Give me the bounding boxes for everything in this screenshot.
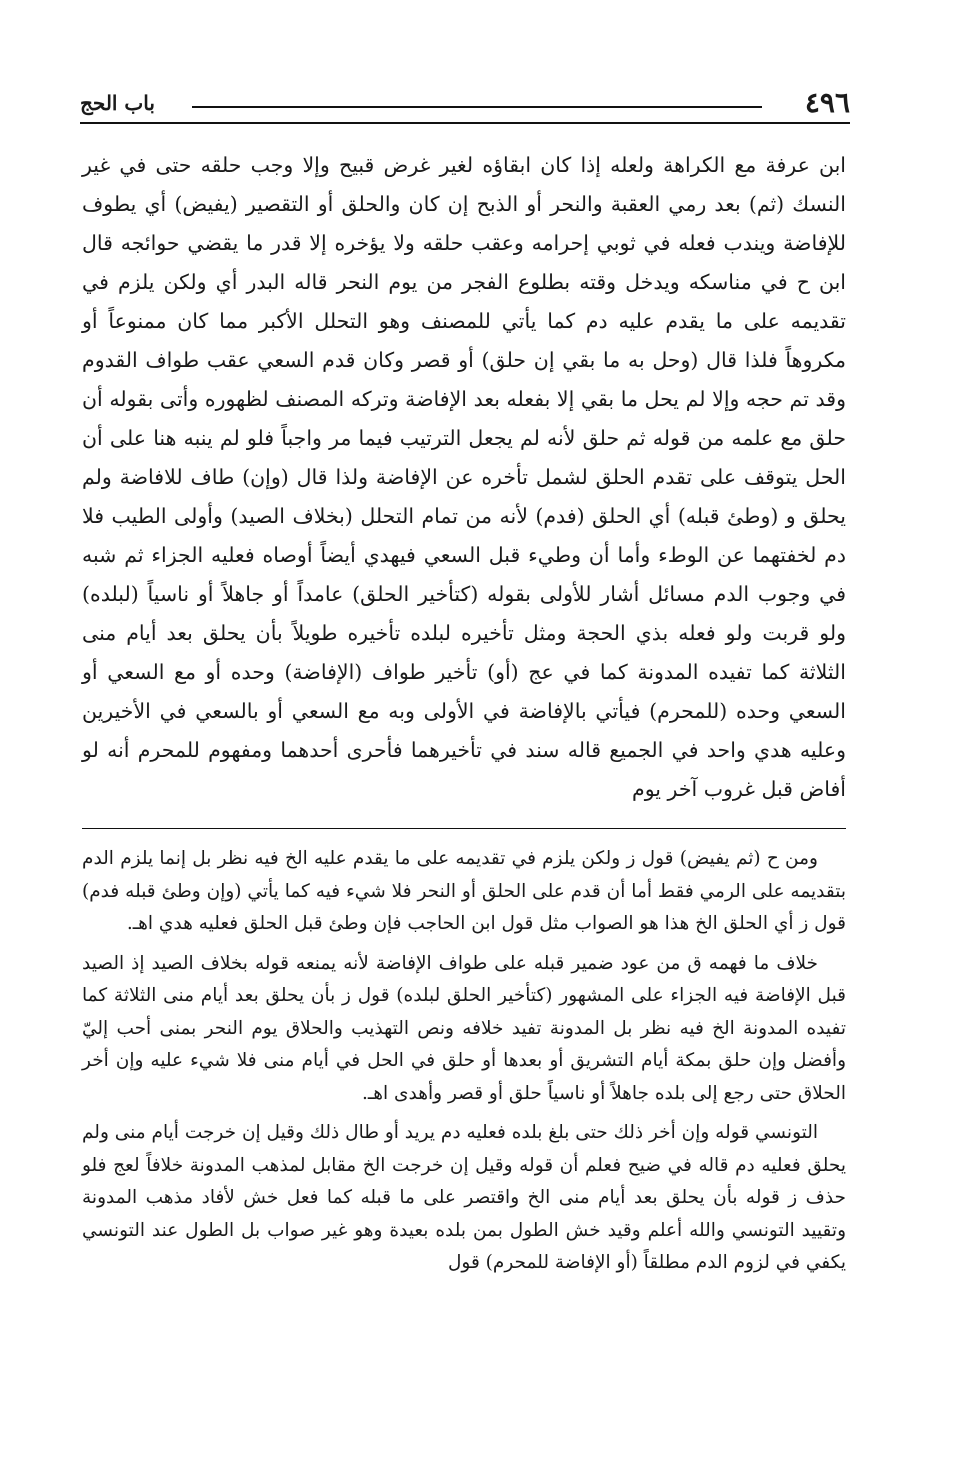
header-underline [80,122,850,124]
footnotes [82,843,846,1287]
chapter-title: باب الحج [80,91,155,115]
footnote-paragraph-1: ومن ح (ثم يفيض) قول ز ولكن يلزم في تقديمه على ما يقدم عليه الخ فيه نظر بل إنما يلزم الدم بتقديمه على الرمي فقط أما أن قدم على الحلق أو النحر فلا شيء فيه كما يأتي (وإن وطئ قبله فدم) قول ز أي الحلق الخ هذا هو الصواب مثل قول ابن الحاجب فإن وطئ قبل الحلق فعليه هدي اهـ. [82,848,846,934]
main-paragraph: ابن عرفة مع الكراهة ولعله إذا كان ابقاؤه لغير غرض قبيح وإلا وجب حلقه حتى في غير النسك (ثم) بعد رمي العقبة والنحر أو الذبح إن كان والحلق أو التقصير (يفيض) أي يطوف للإفاضة ويندب فعله في ثوبي إحرامه وعقب حلقه ولا يؤخره إلا قدر ما يقضي حوائجه قال ابن ح في مناسكه ويدخل وقته بطلوع الفجر من يوم النحر قاله البدر أي ولكن يلزم في تقديمه على ما يقدم عليه دم كما يأتي للمصنف وهو التحلل الأكبر مما كان ممنوعاً أو مكروهاً فلذا قال (وحل به ما بقي إن حلق) أو قصر وكان قدم السعي عقب طواف القدوم وقد تم حجه وإلا لم يحل ما بقي إلا بفعله بعد الإفاضة وتركه المصنف لظهوره وأتى بقوله أن حلق مع علمه من قوله ثم حلق لأنه لم يجعل الترتيب فيما مر واجباً فلو لم ينبه هنا على أن الحل يتوقف على تقدم الحلق لشمل تأخره عن الإفاضة ولذا قال (وإن) طاف للافاضة ولم يحلق و (وطئ قبله) أي الحلق (فدم) لأنه من تمام التحلل (بخلاف الصيد) وأولى الطيب فلا دم لخفتهما عن الوطء وأما أن وطيء قبل السعي فيهدي أيضاً أوصاه فعليه الجزاء ثم شبه في وجوب الدم مسائل أشار للأولى بقوله (كتأخير الحلق) عامداً أو جاهلاً أو ناسياً (لبلده) ولو قربت ولو فعله بذي الحجة ومثل تأخيره لبلده تأخيره طويلاً بأن يحلق بعد أيام منى الثلاثة كما تفيده المدونة كما في عج (أو) تأخير طواف (الإفاضة) وحده أو مع السعي أو السعي وحده (للمحرم) فيأتي بالإفاضة في الأولى وبه مع السعي أو بالسعي في الأخيرين وعليه هدي واحد في الجميع قاله سند في تأخيرهما فأحرى أحدهما ومفهوم للمحرم أنه لو أفاض قبل غروب آخر يوم [82,153,846,801]
main-text [82,146,846,809]
header-rule [192,106,762,108]
page-header [80,88,850,128]
footnote-paragraph-2: خلاف ما فهمه ق من عود ضمير قبله على طواف الإفاضة لأنه يمنعه قوله بخلاف الصيد إذ الصيد قبل الإفاضة فيه الجزاء على المشهور (كتأخير الحلق لبلده) قول ز بأن يحلق بعد أيام منى الثلاثة كما تفيده المدونة الخ فيه نظر بل المدونة تفيد خلافه ونص التهذيب والحلاق يوم النحر بمنى أحب إليّ وأفضل وإن حلق بمكة أيام التشريق أو بعدها أو حلق في الحل في أيام منى فلا شيء عليه وإن أخر الحلاق حتى رجع إلى بلده جاهلاً أو ناسياً حلق أو قصر وأهدى اهـ. [82,952,846,1104]
footnote-paragraph-3: التونسي قوله وإن أخر ذلك حتى بلغ بلده فعليه دم يريد أو طال ذلك وقيل إن خرجت أيام منى ولم يحلق فعليه دم قاله في ضيح فعلم أن قوله وقيل إن خرجت الخ مقابل لمذهب المدونة خلافاً لعج فلو حذف ز قوله بأن يحلق بعد أيام منى الخ واقتصر على ما قبله كما فعل خش لأفاد مذهب المدونة وتقييد التونسي والله أعلم وقيد خش الطول بمن بلده بعيدة وهو غير صواب بل الطول عند التونسي يكفي في لزوم الدم مطلقاً (أو الإفاضة للمحرم) قول [82,1122,846,1273]
footnote-separator [82,828,846,829]
page-number: ٤٩٦ [804,86,850,119]
